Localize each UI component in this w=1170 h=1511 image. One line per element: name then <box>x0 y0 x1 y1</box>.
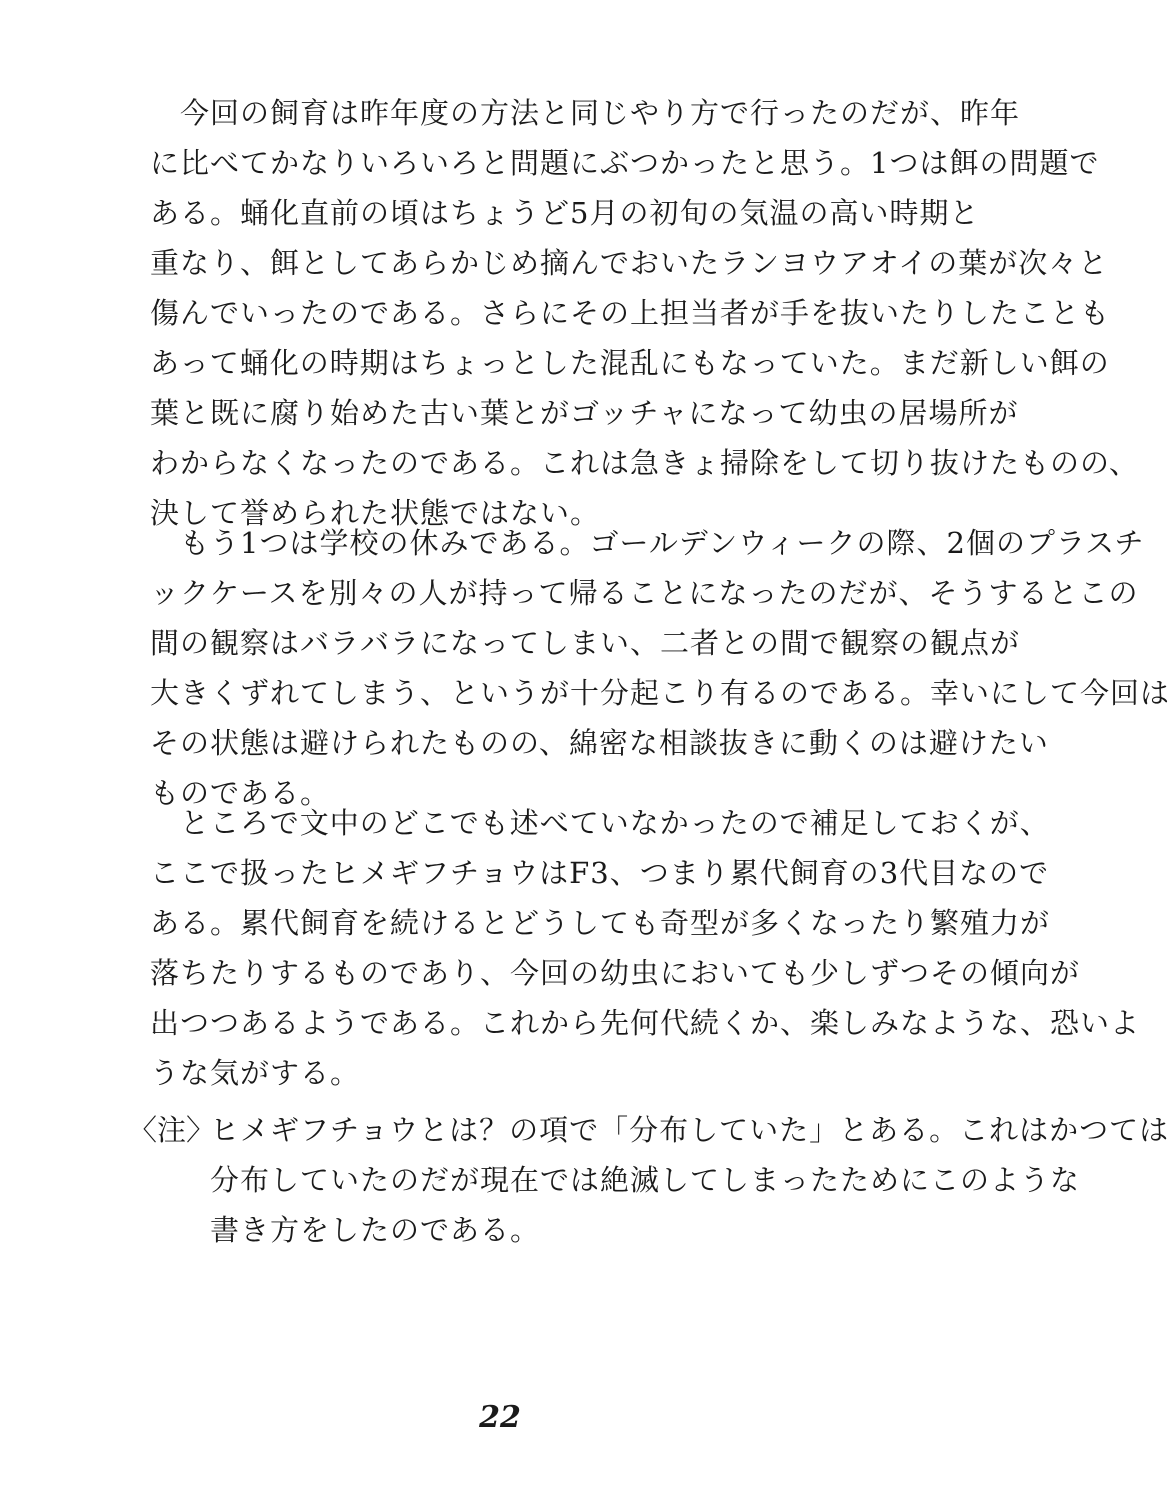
text-line: ものである。 <box>150 776 331 810</box>
text-line: ここで扱ったヒメギフチョウはF3、つまり累代飼育の3代目なので <box>150 856 1050 890</box>
paragraph-3 <box>150 798 1141 1098</box>
text-line: 葉と既に腐り始めた古い葉とがゴッチャになって幼虫の居場所が <box>150 396 1019 430</box>
text-line: 傷んでいったのである。さらにその上担当者が手を抜いたりしたことも <box>150 296 1111 330</box>
text-line: 今回の飼育は昨年度の方法と同じやり方で行ったのだが、昨年 <box>150 96 1021 130</box>
text-line: わからなくなったのである。これは急きょ掃除をして切り抜けたものの、 <box>150 446 1139 480</box>
note-label: 〈注〉 <box>128 1113 216 1147</box>
text-line: ところで文中のどこでも述べていなかったので補足しておくが、 <box>150 806 1050 840</box>
text-line: 間の観察はバラバラになってしまい、二者との間で観察の観点が <box>150 626 1021 660</box>
paragraph-1 <box>150 88 1139 538</box>
text-line: もう1つは学校の休みである。ゴールデンウィークの際、2個のプラスチ <box>150 526 1145 560</box>
text-line: 落ちたりするものであり、今回の幼虫においても少しずつその傾向が <box>150 956 1081 990</box>
text-line: 分布していたのだが現在では絶滅してしまったためにこのような <box>210 1163 1081 1197</box>
text-line: 出つつあるようである。これから先何代続くか、楽しみなような、恐いよ <box>150 1006 1141 1040</box>
text-line: ある。累代飼育を続けるとどうしても奇型が多くなったり繁殖力が <box>150 906 1051 940</box>
text-line: 決して誉められた状態ではない。 <box>150 496 601 530</box>
text-line: あって蛹化の時期はちょっとした混乱にもなっていた。まだ新しい餌の <box>150 346 1110 380</box>
text-line: ある。蛹化直前の頃はちょうど5月の初旬の気温の高い時期と <box>150 196 980 230</box>
text-line: その状態は避けられたものの、綿密な相談抜きに動くのは避けたい <box>150 726 1049 760</box>
text-line: うな気がする。 <box>150 1056 361 1090</box>
text-line: に比べてかなりいろいろと問題にぶつかったと思う。1つは餌の問題で <box>150 146 1100 180</box>
text-line: ックケースを別々の人が持って帰ることになったのだが、そうするとこの <box>150 576 1139 610</box>
paragraph-2 <box>150 518 1170 818</box>
text-line: 書き方をしたのである。 <box>210 1213 541 1247</box>
note-body <box>210 1105 1170 1255</box>
text-line: 重なり、餌としてあらかじめ摘んでおいたランヨウアオイの葉が次々と <box>150 246 1109 280</box>
text-line: ヒメギフチョウとは？の項で「分布していた」とある。これはかつては <box>210 1113 1170 1147</box>
page-number: 22 <box>479 1400 521 1435</box>
text-line: 大きくずれてしまう、というが十分起こり有るのである。幸いにして今回は <box>150 676 1170 710</box>
